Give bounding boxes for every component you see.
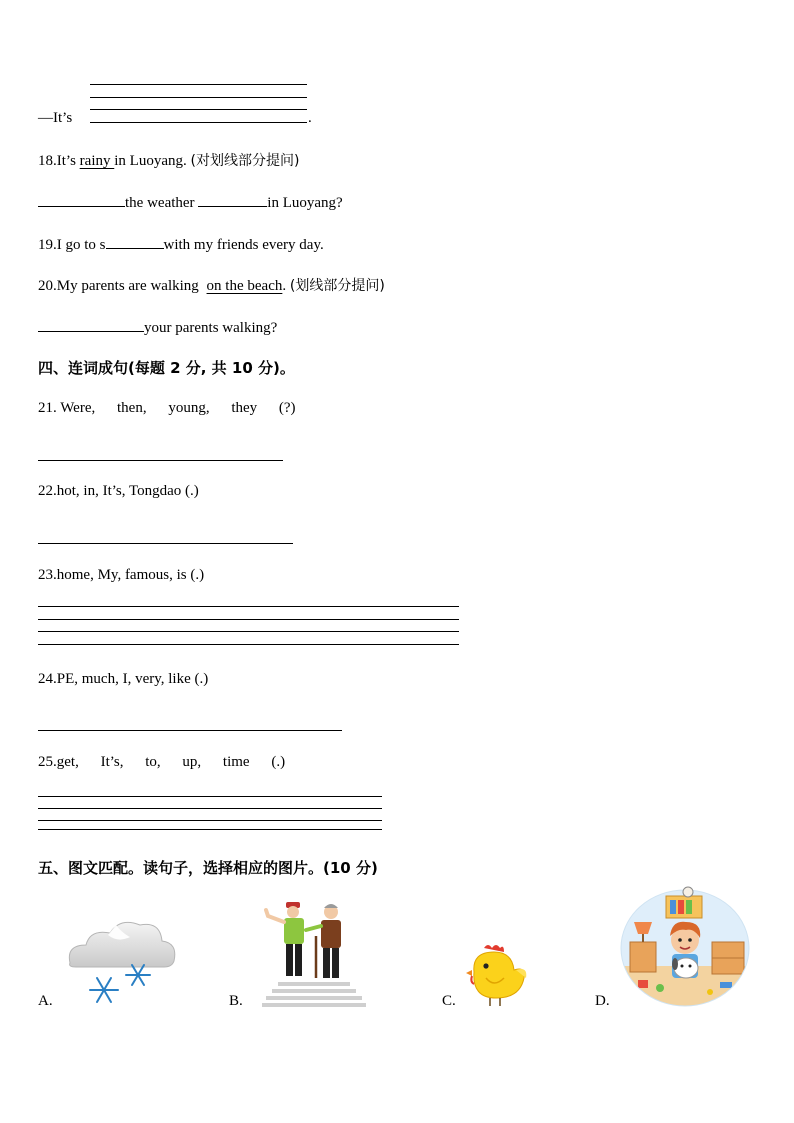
question-number: 23. [38, 567, 57, 583]
question-number: 19. [38, 237, 57, 253]
word: . Were, [53, 400, 96, 416]
instruction: (划线部分提问) [289, 278, 385, 294]
answer-line[interactable] [38, 730, 342, 731]
question-text: My parents are walking [56, 278, 199, 294]
picture-label-c: C. [442, 993, 456, 1009]
question-number: 18. [38, 153, 57, 169]
instruction: (对划线部分提问) [190, 153, 300, 169]
answer-line[interactable] [38, 829, 382, 830]
answer-line[interactable] [38, 808, 382, 809]
question-20 [38, 275, 385, 295]
section-title: 五、图文匹配。读句子，选择相应的图片。(10 分) [38, 859, 378, 877]
question-text: I go to s [56, 237, 106, 253]
answer-line [90, 97, 307, 98]
word: (.) [271, 754, 286, 770]
word: (?) [278, 400, 296, 416]
question-number: 22. [38, 483, 57, 499]
q17-answer [38, 110, 72, 127]
question-text: It’s [56, 153, 80, 169]
word: up, [182, 754, 202, 770]
answer-line[interactable] [38, 460, 283, 461]
answer-text: your parents walking? [144, 320, 278, 336]
question-number: 21 [38, 400, 53, 416]
word: young, [168, 400, 210, 416]
answer-blank[interactable] [106, 234, 164, 249]
answer-line[interactable] [38, 644, 459, 645]
word: time [222, 754, 250, 770]
question-24 [38, 671, 208, 688]
answer-line[interactable] [38, 820, 382, 821]
chick-icon [466, 942, 530, 1008]
question-text: . [282, 278, 287, 294]
word: to, [145, 754, 161, 770]
answer-line[interactable] [38, 631, 459, 632]
answer-line[interactable] [38, 796, 382, 797]
answer-blank[interactable] [38, 192, 125, 207]
answer-text: the weather [125, 195, 199, 211]
question-number: 20. [38, 278, 57, 294]
question-25 [38, 754, 285, 771]
picture-label-d: D. [595, 993, 610, 1009]
answer-line[interactable] [90, 122, 307, 123]
crossing-road-icon [258, 896, 370, 1008]
answer-blank[interactable] [38, 317, 144, 332]
word: they [231, 400, 258, 416]
answer-line[interactable] [38, 619, 459, 620]
question-text: PE, much, I, very, like (.) [56, 671, 209, 687]
boy-with-dog-room-icon [620, 884, 750, 1008]
word: then, [117, 400, 147, 416]
question-18 [38, 150, 299, 170]
word: It’s, [100, 754, 124, 770]
underlined-phrase: on the beach [206, 278, 283, 294]
question-number: 25. [38, 754, 57, 770]
question-text: with my friends every day. [163, 237, 324, 253]
answer-18 [38, 192, 343, 212]
question-23 [38, 567, 204, 584]
picture-label-b: B. [229, 993, 243, 1009]
question-19 [38, 234, 324, 254]
word: get, [56, 754, 79, 770]
question-22 [38, 483, 199, 500]
answer-text: in Luoyang? [267, 195, 343, 211]
answer-line [90, 109, 307, 110]
picture-label-a: A. [38, 993, 53, 1009]
answer-line [90, 84, 307, 85]
snow-cloud-icon [60, 915, 180, 1010]
question-text: home, My, famous, is (.) [56, 567, 205, 583]
question-text: hot, in, It’s, Tongdao (.) [56, 483, 199, 499]
answer-20 [38, 317, 277, 337]
section-title: 四、连词成句(每题 2 分, 共 10 分)。 [38, 359, 295, 377]
question-text: in Luoyang. [114, 153, 187, 169]
answer-blank[interactable] [198, 192, 267, 207]
question-number: 24. [38, 671, 57, 687]
answer-line[interactable] [38, 606, 459, 607]
answer-line[interactable] [38, 543, 293, 544]
underlined-phrase: rainy [79, 153, 115, 169]
question-21 [38, 400, 296, 417]
answer-prefix: —It’s [38, 110, 73, 126]
q17-end: . [308, 110, 312, 126]
